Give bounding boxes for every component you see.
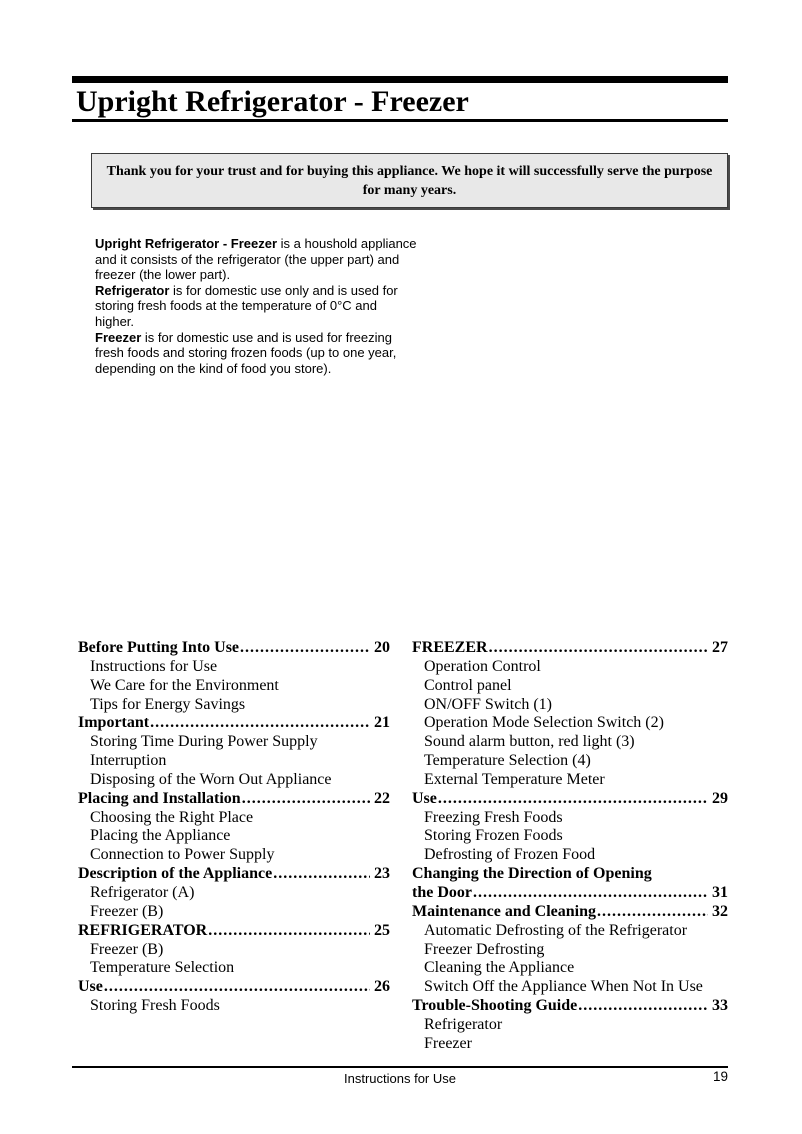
toc-dot-leader — [242, 790, 370, 809]
toc-label: the Door — [412, 883, 472, 901]
intro-body-text: is a houshold appliance and it consists of the refrigerator (the upper part) and freezer (the lower part). — [95, 236, 417, 283]
toc-page-number: 22 — [374, 789, 390, 807]
toc-heading — [412, 790, 728, 809]
toc-subitem — [78, 827, 390, 846]
footer-title: Instructions for Use — [344, 1071, 456, 1086]
toc-label: Cleaning the Appliance — [424, 959, 575, 977]
toc-subitem — [412, 922, 728, 941]
toc-label: Freezer Defrosting — [424, 940, 545, 958]
toc-label: FREEZER — [412, 639, 488, 656]
toc-label: Freezer (B) — [90, 902, 164, 920]
toc-dot-leader — [104, 978, 370, 997]
toc-page-number: 23 — [374, 865, 390, 883]
toc-label: Connection to Power Supply — [90, 846, 275, 864]
toc-subitem — [78, 733, 390, 752]
toc-subitem — [412, 846, 728, 865]
toc-page-number: 25 — [374, 921, 390, 939]
toc-subitem — [78, 771, 390, 790]
intro-bold-term: Upright Refrigerator - Freezer — [95, 236, 278, 251]
toc-page-number: 31 — [712, 883, 728, 901]
toc-label: REFRIGERATOR — [78, 921, 208, 939]
toc-label: Freezer — [424, 1034, 472, 1052]
footer-page-number: 19 — [712, 1069, 728, 1084]
toc-subitem — [78, 903, 390, 922]
toc-dot-leader — [438, 790, 708, 809]
toc-column-left — [78, 639, 390, 1054]
toc-subitem — [78, 677, 390, 696]
toc-subitem — [412, 677, 728, 696]
toc-dot-leader — [240, 639, 370, 658]
toc-dot-leader — [489, 639, 708, 658]
toc-label: Use — [78, 978, 103, 996]
toc-subitem — [412, 696, 728, 715]
toc-subitem — [412, 978, 728, 997]
toc-label: Control panel — [424, 676, 512, 694]
top-rule — [72, 76, 728, 83]
toc-label: Automatic Defrosting of the Refrigerator — [424, 921, 688, 939]
toc-label: ON/OFF Switch (1) — [424, 695, 553, 713]
toc-page-number: 27 — [712, 639, 728, 656]
toc-dot-leader — [273, 865, 370, 884]
toc-label: Instructions for Use — [90, 657, 218, 675]
toc-heading — [78, 922, 390, 941]
intro-bold-term: Freezer — [95, 329, 142, 345]
intro-text — [95, 236, 418, 376]
toc-dot-leader — [473, 884, 708, 903]
toc-heading — [78, 790, 390, 809]
toc-subitem — [412, 733, 728, 752]
toc-subitem — [412, 959, 728, 978]
intro-paragraph — [95, 330, 418, 377]
toc-subitem — [412, 771, 728, 790]
toc-label: Temperature Selection — [90, 959, 235, 977]
toc-subitem — [412, 1035, 728, 1054]
toc-dot-leader — [597, 903, 708, 922]
toc-subitem — [412, 809, 728, 828]
toc-subitem — [78, 752, 390, 771]
toc-heading — [412, 997, 728, 1016]
toc-label: Freezing Fresh Foods — [424, 808, 563, 826]
toc-label: Trouble-Shooting Guide — [412, 997, 578, 1015]
toc-label: Maintenance and Cleaning — [412, 902, 597, 920]
toc-label: Refrigerator (A) — [90, 883, 195, 901]
toc-label: Before Putting Into Use — [78, 639, 240, 656]
toc-heading — [78, 639, 390, 658]
toc-subitem — [78, 884, 390, 903]
page-title: Upright Refrigerator - Freezer — [76, 85, 469, 118]
toc-label: Defrosting of Frozen Food — [424, 846, 596, 864]
toc-subitem — [78, 696, 390, 715]
toc-label: Storing Time During Power Supply — [90, 733, 318, 751]
toc-subitem — [78, 846, 390, 865]
toc-page-number: 33 — [712, 997, 728, 1015]
toc-label: Sound alarm button, red light (3) — [424, 733, 635, 751]
toc-label: External Temperature Meter — [424, 770, 605, 788]
toc-label: Interruption — [90, 752, 167, 770]
toc-subitem — [412, 714, 728, 733]
toc-subitem — [412, 827, 728, 846]
toc-label: Important — [78, 714, 150, 732]
title-underline — [72, 119, 728, 122]
intro-paragraph — [95, 236, 418, 283]
notice-text: Thank you for your trust and for buying this appliance. We hope it will successfully serve the purpose for many years. — [106, 163, 713, 198]
toc-page-number: 21 — [374, 714, 390, 732]
intro-body-text: is for domestic use only and is used for storing fresh foods at the temperature of 0°C and higher. — [95, 282, 398, 329]
toc-label: Tips for Energy Savings — [90, 695, 246, 713]
toc-dot-leader — [150, 714, 370, 733]
toc-subitem — [412, 658, 728, 677]
toc-label: Description of the Appliance — [78, 865, 273, 883]
toc-label: Refrigerator — [424, 1015, 503, 1033]
toc-heading — [412, 865, 728, 884]
toc-subitem — [78, 959, 390, 978]
toc-section — [78, 639, 728, 1054]
toc-heading — [78, 978, 390, 997]
toc-label: We Care for the Environment — [90, 676, 279, 694]
toc-label: Storing Frozen Foods — [424, 827, 563, 845]
toc-label: Operation Mode Selection Switch (2) — [424, 714, 664, 732]
toc-heading — [412, 639, 728, 658]
toc-label: Storing Fresh Foods — [90, 997, 220, 1015]
footer-rule — [72, 1066, 728, 1068]
toc-label: Switch Off the Appliance When Not In Use — [424, 978, 703, 996]
toc-subitem — [412, 941, 728, 960]
toc-label: Placing and Installation — [78, 789, 241, 807]
toc-subitem — [78, 941, 390, 960]
toc-column-right — [412, 639, 728, 1054]
toc-label: Changing the Direction of Opening — [412, 865, 652, 883]
toc-label: Choosing the Right Place — [90, 808, 254, 826]
toc-subitem — [412, 752, 728, 771]
toc-page-number: 29 — [712, 789, 728, 807]
toc-label: Disposing of the Worn Out Appliance — [90, 770, 332, 788]
intro-body-text: is for domestic use and is used for freezing fresh foods and storing frozen foods (up to one year, depending on the kind of food you store). — [95, 329, 397, 376]
toc-label: Freezer (B) — [90, 940, 164, 958]
toc-page-number: 32 — [712, 902, 728, 920]
toc-subitem — [78, 997, 390, 1016]
toc-heading — [412, 903, 728, 922]
toc-page-number: 20 — [374, 639, 390, 656]
toc-label: Temperature Selection (4) — [424, 752, 591, 770]
toc-subitem — [78, 809, 390, 828]
toc-label: Use — [412, 789, 437, 807]
intro-paragraph — [95, 283, 418, 330]
toc-subitem — [78, 658, 390, 677]
toc-heading — [78, 865, 390, 884]
toc-dot-leader — [208, 922, 370, 941]
notice-box — [91, 153, 728, 208]
toc-heading — [78, 714, 390, 733]
toc-label: Placing the Appliance — [90, 827, 231, 845]
toc-subitem — [412, 1016, 728, 1035]
intro-bold-term: Refrigerator — [95, 282, 170, 298]
toc-page-number: 26 — [374, 978, 390, 996]
toc-heading — [412, 884, 728, 903]
toc-dot-leader — [578, 997, 708, 1016]
toc-label: Operation Control — [424, 657, 541, 675]
